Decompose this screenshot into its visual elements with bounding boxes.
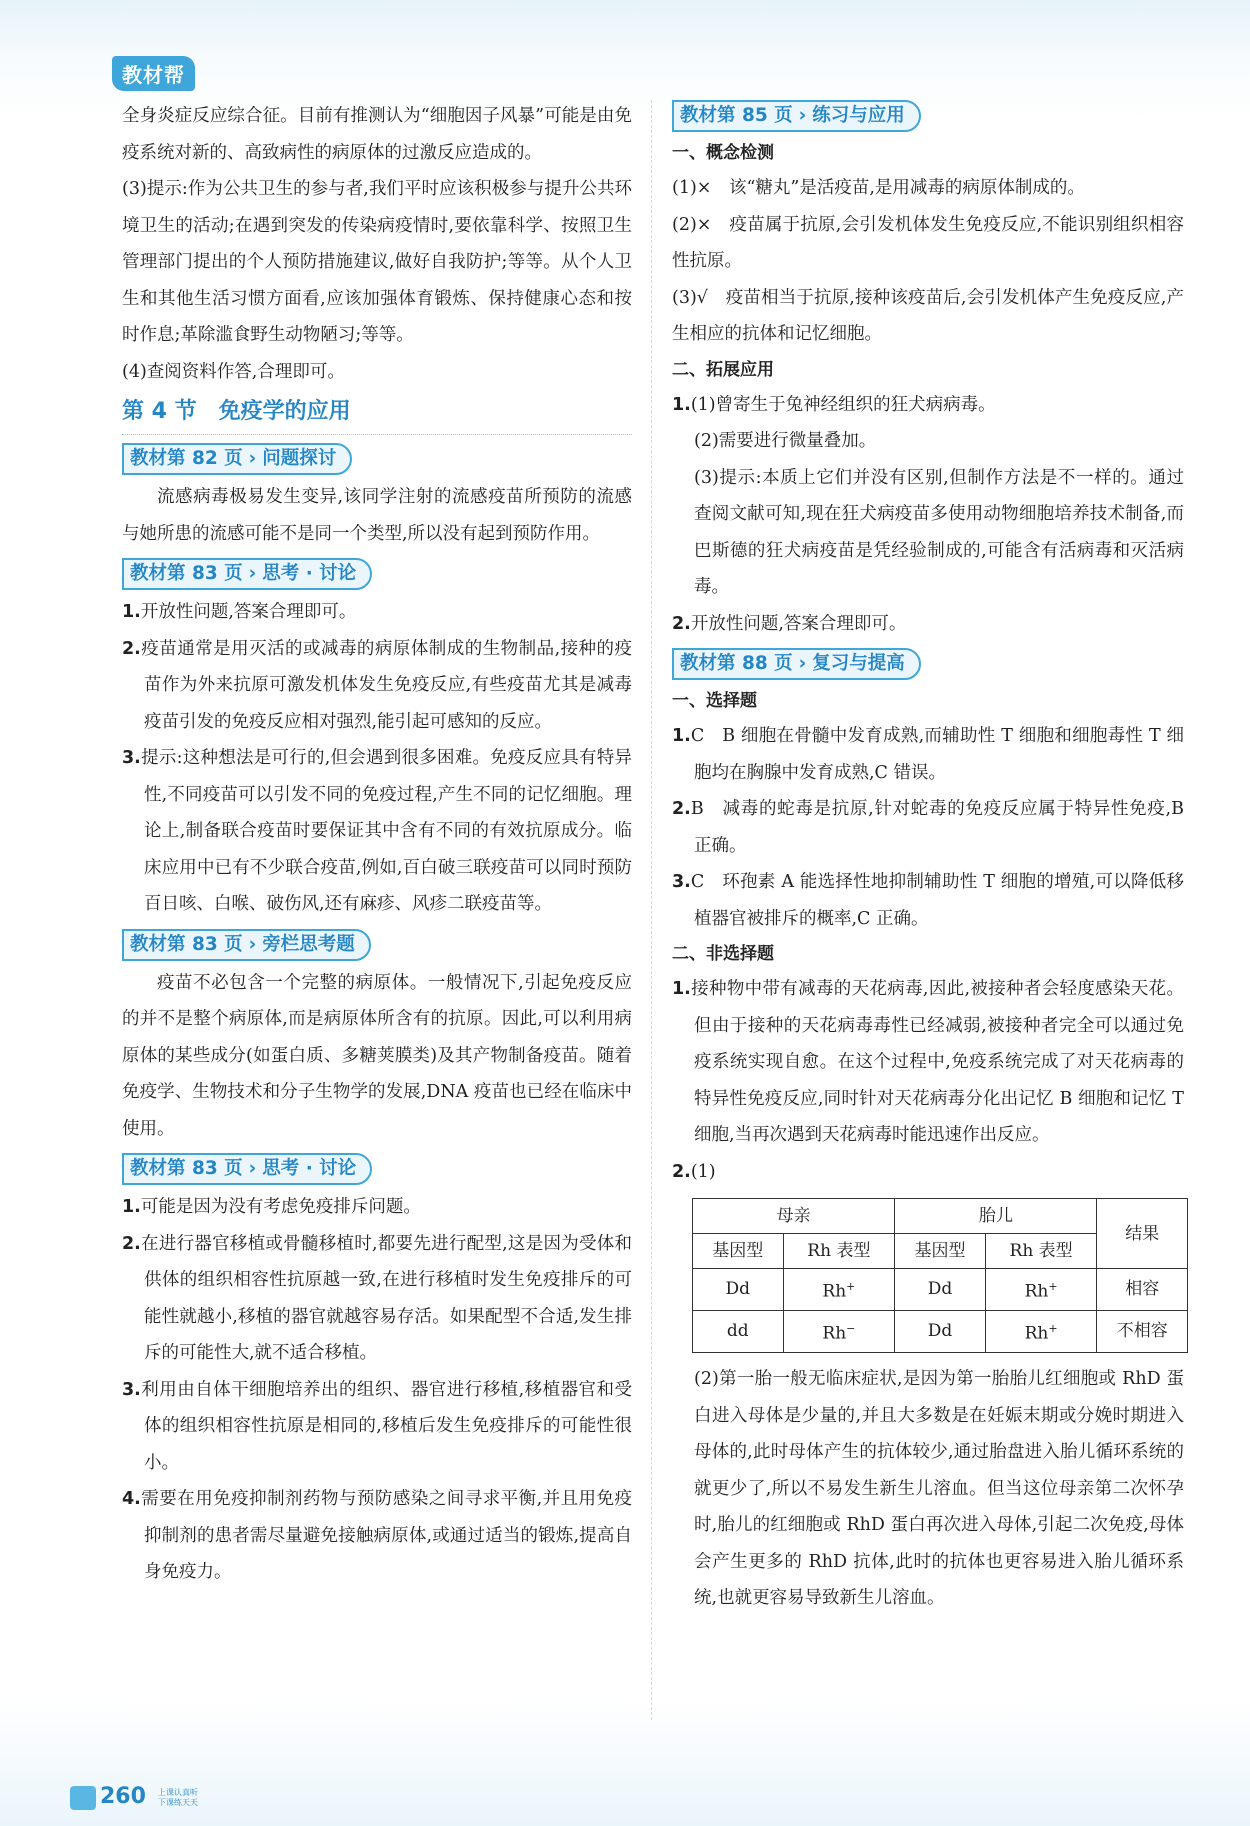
brand-badge: 教材帮 [112,56,195,91]
table-subheader-genotype: 基因型 [895,1234,986,1269]
answer-item: 3.提示:这种想法是可行的,但会遇到很多困难。免疫反应具有特异性,不同疫苗可以引发不同的免疫过程,产生不同的记忆细胞。理论上,制备联合疫苗时要保证其中含有不同的有效抗原成分。临床应用中已有不少联合疫苗,例如,百白破三联疫苗可以同时预防百日咳、白喉、破伤风,还有麻疹、风疹二联疫苗等。 [122,748,632,914]
rh-blood-type-table [692,1198,1188,1353]
table-cell: Dd [693,1269,784,1311]
section-title: 第 4 节 免疫学的应用 [122,392,632,435]
continued-paragraph: 全身炎症反应综合征。目前有推测认为“细胞因子风暴”可能是由免疫系统对新的、高致病性的病原体的过激反应造成的。 [122,106,632,163]
chevron-right-icon: › [798,653,807,674]
subsection-heading: 一、选择题 [672,691,757,711]
table-header-fetus: 胎儿 [895,1199,1097,1234]
left-column [122,98,632,1591]
continued-paragraph: (3)提示:作为公共卫生的参与者,我们平时应该积极参与提升公共环境卫生的活动;在遇到突发的传染病疫情时,要依靠科学、按照卫生管理部门提出的个人预防措施建议,做好自我防护;等等。从个人卫生和其他生活习惯方面看,应该加强体育锻炼、保持健康心态和按时作息;革除滥食野生动物陋习;等等。 [122,179,632,345]
right-column [672,98,1184,1617]
table-cell: Dd [895,1311,986,1353]
ref-page: 教材第 83 页 [130,1158,243,1179]
answer-item: 1.(1)曾寄生于兔神经组织的狂犬病病毒。 [672,394,996,415]
answer-item: (2)× 疫苗属于抗原,会引发机体发生免疫反应,不能识别组织相容性抗原。 [672,214,1184,271]
table-subheader-genotype: 基因型 [693,1234,784,1269]
answer-paragraph: 疫苗不必包含一个完整的病原体。一般情况下,引起免疫反应的并不是整个病原体,而是病原体所含有的抗原。因此,可以利用病原体的某些成分(如蛋白质、多糖荚膜类)及其产物制备疫苗。随着免疫学、生物技术和分子生物学的发展,DNA 疫苗也已经在临床中使用。 [122,972,632,1139]
textbook-ref-tag [672,648,921,680]
table-row [693,1311,1188,1353]
answer-item: 2.在进行器官移植或骨髓移植时,都要先进行配型,这是因为受体和供体的组织相容性抗原越一致,在进行移植时发生免疫排斥的可能性就越小,移植的器官就越容易存活。如果配型不合适,发生排斥的可能性大,就不适合移植。 [122,1233,632,1363]
table-subheader-rh: Rh 表型 [985,1234,1097,1269]
table-cell: 相容 [1097,1269,1188,1311]
page-footer [70,1784,210,1814]
ref-page: 教材第 88 页 [680,653,793,674]
textbook-ref-tag [122,929,371,961]
ref-topic: 思考 · 讨论 [262,1158,357,1179]
answer-item: 2.开放性问题,答案合理即可。 [672,613,907,634]
mascot-icon [70,1786,96,1810]
table-cell: Rh+ [783,1269,895,1311]
footer-slogan: 上课认真听 下课练天天 [158,1788,198,1807]
page-number: 260 [100,1784,146,1809]
column-divider [651,100,652,1720]
answer-subitem: (2)需要进行微量叠加。 [694,431,877,451]
table-header-mother: 母亲 [693,1199,895,1234]
answer-item: 3.利用由自体干细胞培养出的组织、器官进行移植,移植器官和受体的组织相容性抗原是相同的,移植后发生免疫排斥的可能性很小。 [122,1379,632,1473]
chevron-right-icon: › [248,933,257,955]
textbook-ref-tag [122,1153,372,1185]
continued-paragraph: (4)查阅资料作答,合理即可。 [122,361,345,382]
ref-page: 教材第 83 页 [130,563,243,584]
answer-item: (3)√ 疫苗相当于抗原,接种该疫苗后,会引发机体产生免疫反应,产生相应的抗体和记忆细胞。 [672,287,1184,344]
table-subheader-rh: Rh 表型 [783,1234,895,1269]
ref-topic: 练习与应用 [812,105,905,126]
textbook-ref-tag [672,100,921,132]
ref-page: 教材第 83 页 [130,933,243,955]
answer-item: 1.接种物中带有减毒的天花病毒,因此,被接种者会轻度感染天花。但由于接种的天花病毒毒性已经减弱,被接种者完全可以通过免疫系统实现自愈。在这个过程中,免疫系统完成了对天花病毒的特异性免疫反应,同时针对天花病毒分化出记忆 B 细胞和记忆 T 细胞,当再次遇到天花病毒时能迅速作出反应。 [672,979,1184,1145]
textbook-ref-tag [122,558,372,590]
answer-item: 1.开放性问题,答案合理即可。 [122,602,357,622]
answer-item: 1.C B 细胞在骨髓中发育成熟,而辅助性 T 细胞和细胞毒性 T 细胞均在胸腺中发育成熟,C 错误。 [672,726,1184,783]
table-cell: 不相容 [1097,1311,1188,1353]
answer-item: 2.疫苗通常是用灭活的或减毒的病原体制成的生物制品,接种的疫苗作为外来抗原可激发机体发生免疫反应,有些疫苗尤其是减毒疫苗引发的免疫反应相对强烈,能引起可感知的反应。 [122,638,632,732]
chevron-right-icon: › [248,1158,257,1179]
answer-subitem: (2)第一胎一般无临床症状,是因为第一胎胎儿红细胞或 RhD 蛋白进入母体是少量的,并且大多数是在妊娠末期或分娩时期进入母体的,此时母体产生的抗体较少,通过胎盘进入胎儿循环系统的就更少了,所以不易发生新生儿溶血。但当这位母亲第二次怀孕时,胎儿的红细胞或 RhD 蛋白再次进入母体,引起二次免疫,母体会产生更多的 RhD 抗体,此时的抗体也更容易进入胎儿循环系统,也就更容易导致新生儿溶血。 [694,1369,1184,1609]
table-cell: Rh− [783,1311,895,1353]
textbook-ref-tag [122,443,352,475]
answer-item: 2.B 减毒的蛇毒是抗原,针对蛇毒的免疫反应属于特异性免疫,B 正确。 [672,799,1184,856]
table-cell: Rh+ [985,1311,1097,1353]
table-cell: Rh+ [985,1269,1097,1311]
subsection-heading: 一、概念检测 [672,143,774,163]
answer-item: 3.C 环孢素 A 能选择性地抑制辅助性 T 细胞的增殖,可以降低移植器官被排斥的概率,C 正确。 [672,872,1184,929]
chevron-right-icon: › [798,105,807,126]
chevron-right-icon: › [248,448,257,469]
table-row [693,1269,1188,1311]
subsection-heading: 二、拓展应用 [672,359,774,380]
ref-page: 教材第 85 页 [680,105,793,126]
chevron-right-icon: › [248,563,257,584]
ref-topic: 旁栏思考题 [262,933,355,955]
answer-item: 2.(1) [672,1161,716,1182]
answer-paragraph: 流感病毒极易发生变异,该同学注射的流感疫苗所预防的流感与她所患的流感可能不是同一个类型,所以没有起到预防作用。 [122,487,632,544]
table-header-result: 结果 [1097,1199,1188,1269]
table-cell: Dd [895,1269,986,1311]
subsection-heading: 二、非选择题 [672,944,774,964]
answer-item: 1.可能是因为没有考虑免疫排斥问题。 [122,1197,421,1217]
table-cell: dd [693,1311,784,1353]
ref-topic: 复习与提高 [812,653,905,674]
answer-item: (1)× 该“糖丸”是活疫苗,是用减毒的病原体制成的。 [672,178,1085,198]
ref-topic: 思考 · 讨论 [262,563,357,584]
answer-subitem: (3)提示:本质上它们并没有区别,但制作方法是不一样的。通过查阅文献可知,现在狂犬病疫苗多使用动物细胞培养技术制备,而巴斯德的狂犬病疫苗是凭经验制成的,可能含有活病毒和灭活病毒。 [694,467,1184,597]
ref-topic: 问题探讨 [262,448,337,469]
answer-item: 4.需要在用免疫抑制剂药物与预防感染之间寻求平衡,并且用免疫抑制剂的患者需尽量避免接触病原体,或通过适当的锻炼,提高自身免疫力。 [122,1489,632,1582]
ref-page: 教材第 82 页 [130,448,243,469]
